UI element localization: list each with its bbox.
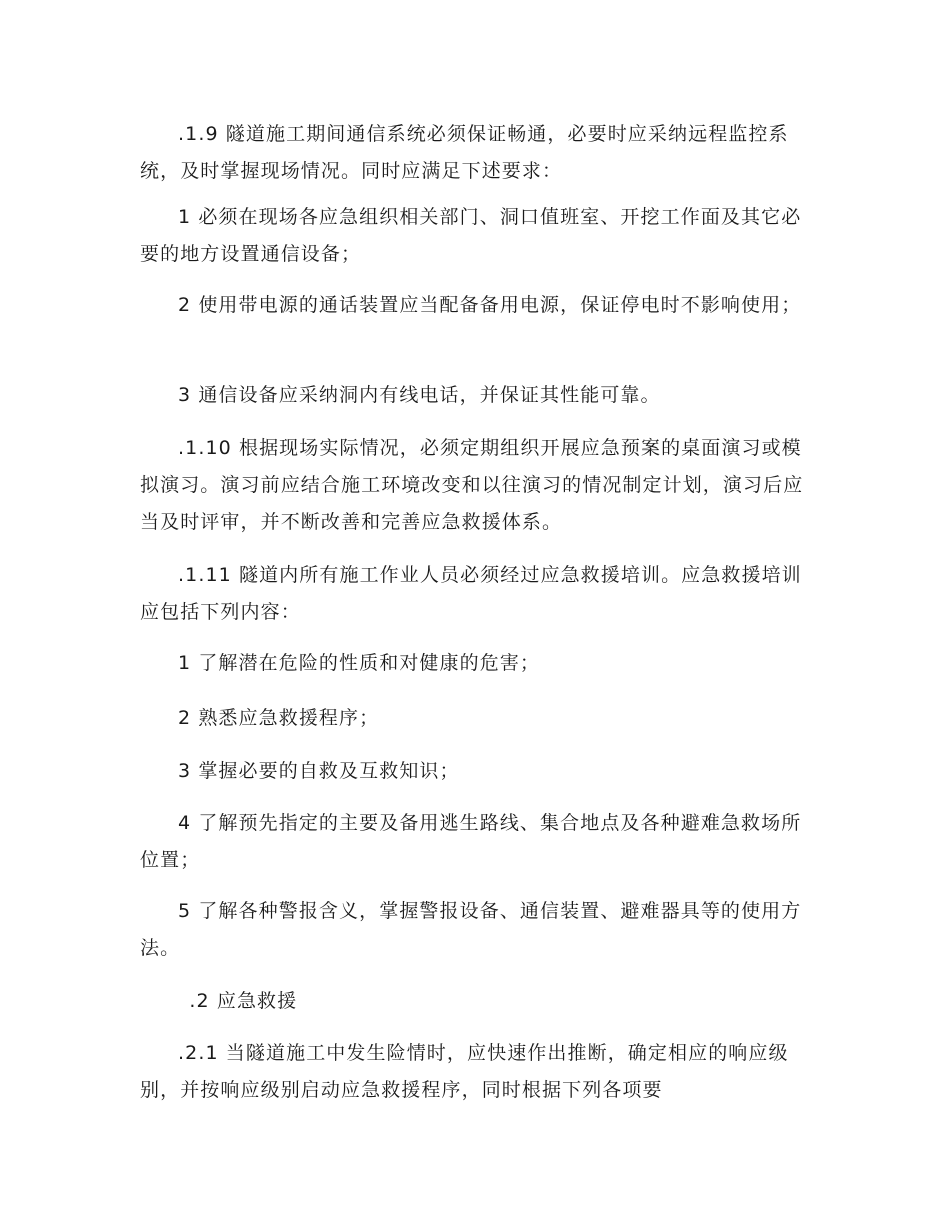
list-item-training-1: 1 了解潜在危险的性质和对健康的危害； — [178, 652, 541, 674]
list-item-requirement-3: 3 通信设备应采纳洞内有线电话，并保证其性能可靠。 — [178, 384, 661, 406]
paragraph-1-1-10: .1.10 根据现场实际情况，必须定期组织开展应急预案的桌面演习或模拟演习。演习前应结合施工环境改变和以往演习的情况制定计划，演习后应当及时评审，并不断改善和完善应急救援体系。 — [140, 437, 804, 533]
list-item-training-4: 4 了解预先指定的主要及备用逃生路线、集合地点及各种避难急救场所位置； — [140, 812, 802, 871]
list-item-training-3: 3 掌握必要的自救及互救知识； — [178, 760, 460, 782]
section-heading-2: .2 应急救援 — [189, 990, 298, 1012]
list-item-requirement-2: 2 使用带电源的通话装置应当配备备用电源，保证停电时不影响使用； — [178, 294, 802, 316]
list-item-requirement-1: 1 必须在现场各应急组织相关部门、洞口值班室、开挖工作面及其它必要的地方设置通信设备； — [140, 206, 802, 265]
list-item-training-5: 5 了解各种警报含义，掌握警报设备、通信装置、避难器具等的使用方法。 — [140, 900, 802, 959]
paragraph-1-1-9: .1.9 隧道施工期间通信系统必须保证畅通，必要时应采纳远程监控系统，及时掌握现场情况。同时应满足下述要求： — [140, 123, 789, 182]
paragraph-1-1-11: .1.11 隧道内所有施工作业人员必须经过应急救援培训。应急救援培训应包括下列内容： — [140, 564, 802, 623]
paragraph-2-1: .2.1 当隧道施工中发生险情时，应快速作出推断，确定相应的响应级别，并按响应级别启动应急救援程序，同时根据下列各项要 — [140, 1042, 789, 1101]
list-item-training-2: 2 熟悉应急救援程序； — [178, 707, 380, 729]
